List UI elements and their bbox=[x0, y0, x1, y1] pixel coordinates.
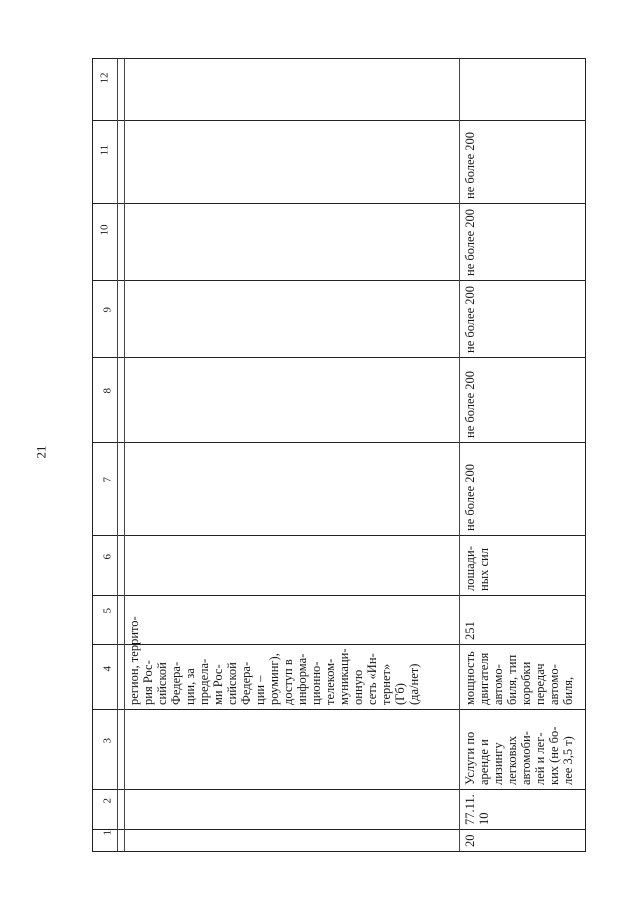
row20-unit-code: 251 bbox=[463, 621, 477, 640]
row-rule bbox=[459, 59, 460, 851]
row20-code: 77.11. 10 bbox=[463, 794, 491, 825]
header-number-7: 7 bbox=[101, 477, 114, 483]
column-rule bbox=[93, 203, 585, 204]
header-number-8: 8 bbox=[101, 388, 114, 394]
specification-table bbox=[92, 58, 586, 852]
row20-value-col10: не более 200 bbox=[463, 208, 477, 276]
column-rule bbox=[93, 280, 585, 281]
column-rule bbox=[93, 120, 585, 121]
header-number-4: 4 bbox=[101, 666, 114, 672]
column-rule bbox=[93, 829, 585, 830]
header-number-2: 2 bbox=[101, 798, 114, 804]
row20-value-col11: не более 200 bbox=[463, 131, 477, 199]
header-number-9: 9 bbox=[101, 307, 114, 313]
header-number-5: 5 bbox=[101, 608, 114, 614]
continued-row-col4: регион, террито- рия Рос- сийской Федера- ции, за предела- ми Рос- сийской Федера- ции – роуминг), доступ в информа- ционно- телеком- муникаци- онную сеть «Ин- тернет» (Гб) (да/нет) bbox=[127, 616, 421, 705]
header-number-6: 6 bbox=[101, 554, 114, 560]
row20-value-col7: не более 200 bbox=[463, 463, 477, 531]
header-number-11: 11 bbox=[98, 144, 111, 156]
header-row-rule bbox=[124, 59, 125, 851]
row20-service-name: Услуги по аренде и лизингу легковых автомоби- лей и лег- ких (не бо- лее 3,5 т) bbox=[463, 726, 575, 785]
header-number-12: 12 bbox=[98, 72, 111, 84]
header-number-10: 10 bbox=[98, 224, 111, 236]
row20-characteristic: мощность двигателя автомо- биля, тип коробки передач автомо- биля, bbox=[463, 651, 575, 705]
column-rule bbox=[93, 709, 585, 710]
column-rule bbox=[93, 535, 585, 536]
page-number: 21 bbox=[33, 445, 49, 459]
column-rule bbox=[93, 595, 585, 596]
column-rule bbox=[93, 442, 585, 443]
header-number-3: 3 bbox=[101, 738, 114, 744]
header-row-rule bbox=[117, 59, 118, 851]
row20-value-col8: не более 200 bbox=[463, 370, 477, 438]
row20-unit-name: лошади- ных сил bbox=[463, 546, 491, 591]
column-rule bbox=[93, 357, 585, 358]
row20-number: 20 bbox=[463, 834, 477, 847]
header-number-1: 1 bbox=[101, 830, 114, 836]
column-rule bbox=[93, 789, 585, 790]
row20-value-col9: не более 200 bbox=[463, 285, 477, 353]
